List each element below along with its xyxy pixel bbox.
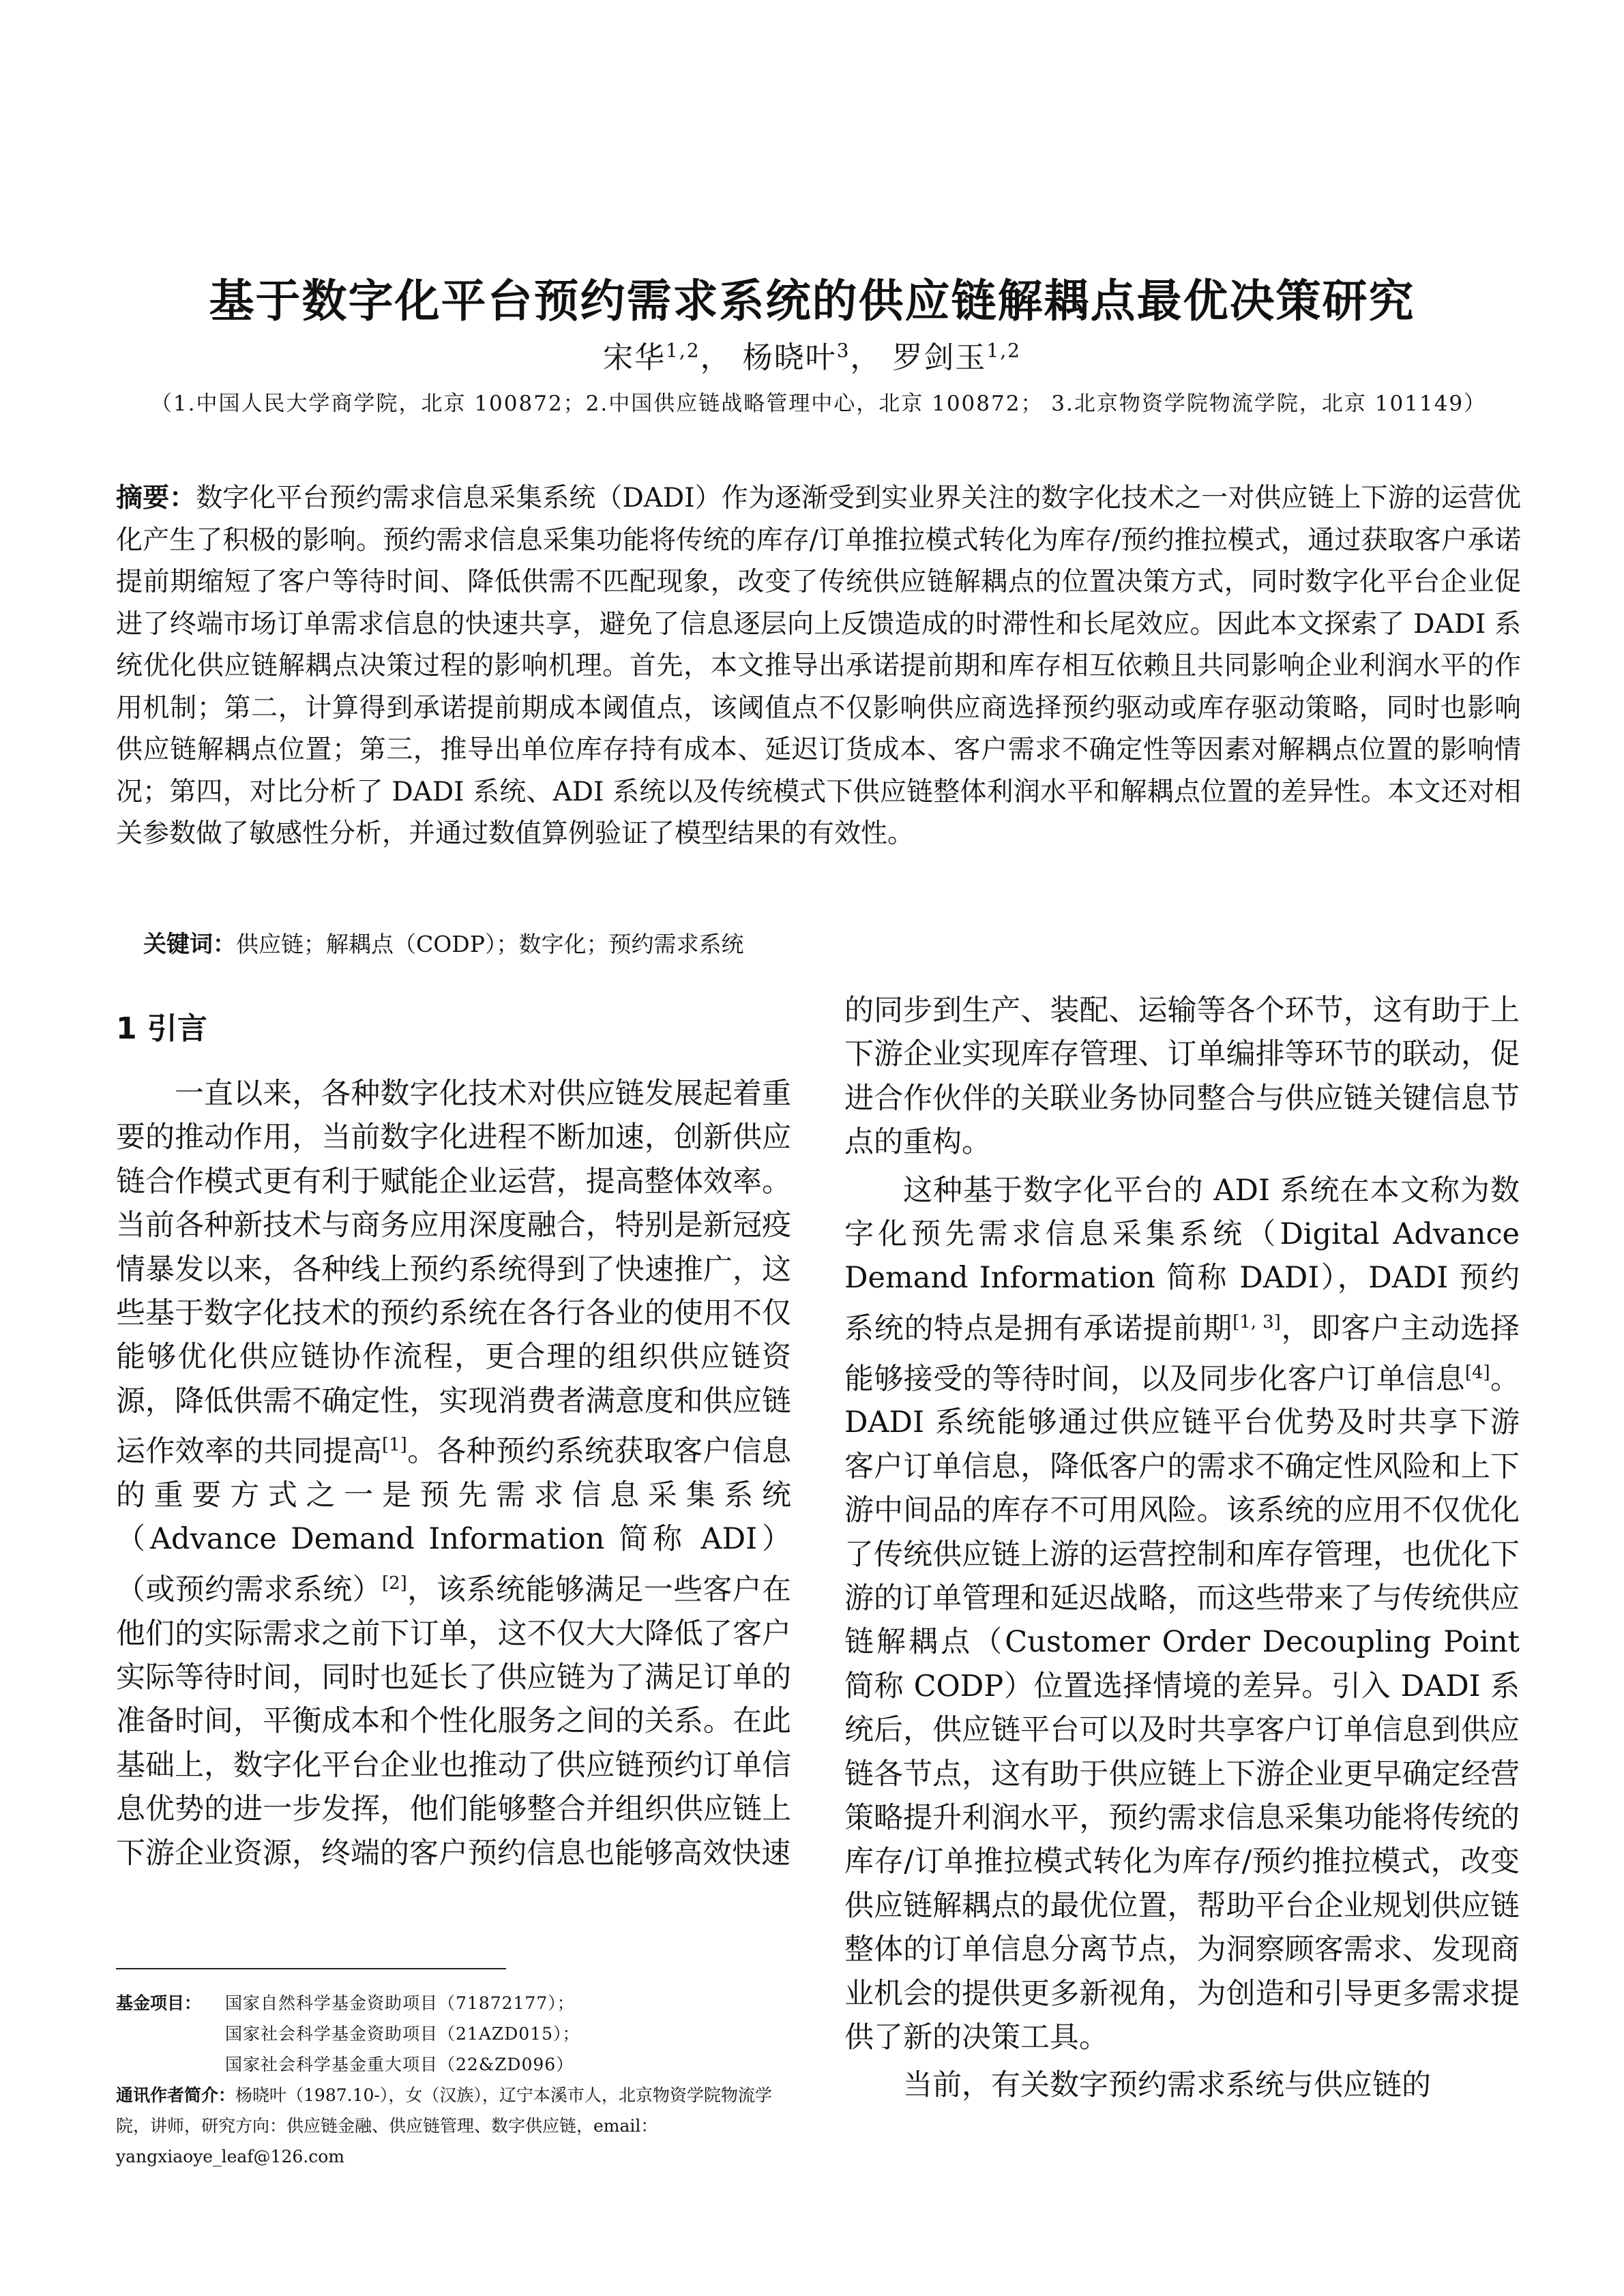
footnote-divider xyxy=(116,1968,506,1969)
author-affiliation-mark: 1,2 xyxy=(666,339,700,362)
citation-ref: [1, 3] xyxy=(1232,1311,1281,1332)
author-name: 宋华 xyxy=(603,340,666,375)
right-column xyxy=(844,989,1520,2112)
body-paragraph: 当前，有关数字预约需求系统与供应链的 xyxy=(903,2068,1431,2103)
footnote xyxy=(116,1988,791,2172)
citation-ref: [1] xyxy=(381,1435,407,1456)
corresponding-author-text: 杨晓叶（1987.10-），女（汉族），辽宁本溪市人，北京物资学院物流学院，讲师，研究方向：供应链金融、供应链管理、数字供应链，email：yangxiaoye_leaf@126.com xyxy=(116,2085,772,2166)
body-text: 这种基于数字化平台的 ADI 系统在本文称为数字化预先需求信息采集系统（Digital Advance Demand Information 简称 DADI），DADI 预约系统的特点是拥有承诺提前期 xyxy=(844,1173,1520,1346)
fund-item: 国家社会科学基金重大项目（22&ZD096） xyxy=(225,2055,574,2074)
fund-label: 基金项目： xyxy=(116,1993,202,2013)
body-paragraph: 的同步到生产、装配、运输等各个环节，这有助于上下游企业实现库存管理、订单编排等环节的联动，促进合作伙伴的关联业务协同整合与供应链关键信息节点的重构。 xyxy=(844,994,1520,1160)
section-heading: 1 引言 xyxy=(116,1011,207,1046)
abstract xyxy=(116,477,1521,855)
abstract-label: 摘要： xyxy=(116,483,196,513)
paper-title: 基于数字化平台预约需求系统的供应链解耦点最优决策研究 xyxy=(209,275,1415,327)
author-separator: ， xyxy=(700,340,732,375)
body-text: ，该系统能够满足一些客户在他们的实际需求之前下订单，这不仅大大降低了客户实际等待时间，同时也延长了供应链为了满足订单的准备时间，平衡成本和个性化服务之间的关系。在此基础上，数字化平台企业也推动了供应链预约订单信息优势的进一步发挥，他们能够整合并组织供应链上下游企业资源，终端的客户预约信息也能够高效快速 xyxy=(116,1572,792,1870)
keywords-label: 关键词： xyxy=(143,931,236,958)
author-name: 杨晓叶 xyxy=(742,340,837,375)
fund-item: 国家自然科学基金资助项目（71872177）； xyxy=(225,1993,575,2013)
body-text: 。DADI 系统能够通过供应链平台优势及时共享下游客户订单信息，降低客户的需求不确定性风险和上下游中间品的库存不可用风险。该系统的应用不仅优化了传统供应链上游的运营控制和库存管理，也优化下游的订单管理和延迟战略，而这些带来了与传统供应链解耦点（Customer Order Decoupling Point 简称 CODP）位置选择情境的差异。引入 DADI 系统后，供应链平台可以及时共享客户订单信息到供应链各节点，这有助于供应链上下游企业更早确定经营策略提升利润水平，预约需求信息采集功能将传统的库存/订单推拉模式转化为库存/预约推拉模式，改变供应链解耦点的最优位置，帮助平台企业规划供应链整体的订单信息分离节点，为洞察顾客需求、发现商业机会的提供更多新视角，为创造和引导更多需求提供了新的决策工具。 xyxy=(844,1361,1520,2055)
author-separator: ， xyxy=(850,340,882,375)
author-name: 罗剑玉 xyxy=(892,340,987,375)
keywords-text: 供应链；解耦点（CODP）；数字化；预约需求系统 xyxy=(236,931,744,957)
body-paragraph xyxy=(844,1169,1520,2060)
corresponding-author xyxy=(116,2080,791,2172)
author-list xyxy=(0,333,1624,376)
body-paragraph xyxy=(116,1072,791,1875)
author-affiliation-mark: 1,2 xyxy=(986,339,1021,362)
fund-item: 国家社会科学基金资助项目（21AZD015）； xyxy=(225,2024,580,2044)
affiliations: （1.中国人民大学商学院，北京 100872；2.中国供应链战略管理中心，北京 100872； 3.北京物资学院物流学院，北京 101149） xyxy=(150,391,1487,416)
fund-row xyxy=(116,2018,791,2049)
left-column xyxy=(116,1072,791,1879)
body-text: 一直以来，各种数字化技术对供应链发展起着重要的推动作用，当前数字化进程不断加速，创新供应链合作模式更有利于赋能企业运营，提高整体效率。当前各种新技术与商务应用深度融合，特别是新冠疫情暴发以来，各种线上预约系统得到了快速推广，这些基于数字化技术的预约系统在各行各业的使用不仅能够优化供应链协作流程，更合理的组织供应链资源，降低供需不确定性，实现消费者满意度和供应链运作效率的共同提高 xyxy=(116,1077,791,1469)
abstract-text: 数字化平台预约需求信息采集系统（DADI）作为逐渐受到实业界关注的数字化技术之一对供应链上下游的运营优化产生了积极的影响。预约需求信息采集功能将传统的库存/订单推拉模式转化为库存/预约推拉模式，通过获取客户承诺提前期缩短了客户等待时间、降低供需不匹配现象，改变了传统供应链解耦点的位置决策方式，同时数字化平台企业促进了终端市场订单需求信息的快速共享，避免了信息逐层向上反馈造成的时滞性和长尾效应。因此本文探索了 DADI 系统优化供应链解耦点决策过程的影响机理。首先，本文推导出承诺提前期和库存相互依赖且共同影响企业利润水平的作用机制；第二，计算得到承诺提前期成本阈值点，该阈值点不仅影响供应商选择预约驱动或库存驱动策略，同时也影响供应链解耦点位置；第三，推导出单位库存持有成本、延迟订货成本、客户需求不确定性等因素对解耦点位置的影响情况；第四，对比分析了 DADI 系统、ADI 系统以及传统模式下供应链整体利润水平和解耦点位置的差异性。本文还对相关参数做了敏感性分析，并通过数值算例验证了模型结果的有效性。 xyxy=(116,483,1521,849)
citation-ref: [2] xyxy=(381,1572,407,1594)
body-text: ，即客户主动选择能够接受的等待时间，以及同步化客户订单信息 xyxy=(844,1311,1520,1396)
author-affiliation-mark: 3 xyxy=(836,339,851,362)
fund-row xyxy=(116,1988,791,2018)
citation-ref: [4] xyxy=(1464,1362,1490,1383)
corresponding-author-label: 通讯作者简介： xyxy=(116,2085,236,2105)
body-text: 。各种预约系统获取客户信息的重要方式之一是预先需求信息采集系统（Advance Demand Information 简称 ADI）（或预约需求系统） xyxy=(116,1434,792,1607)
fund-row xyxy=(116,2049,791,2080)
keywords xyxy=(143,927,1521,961)
